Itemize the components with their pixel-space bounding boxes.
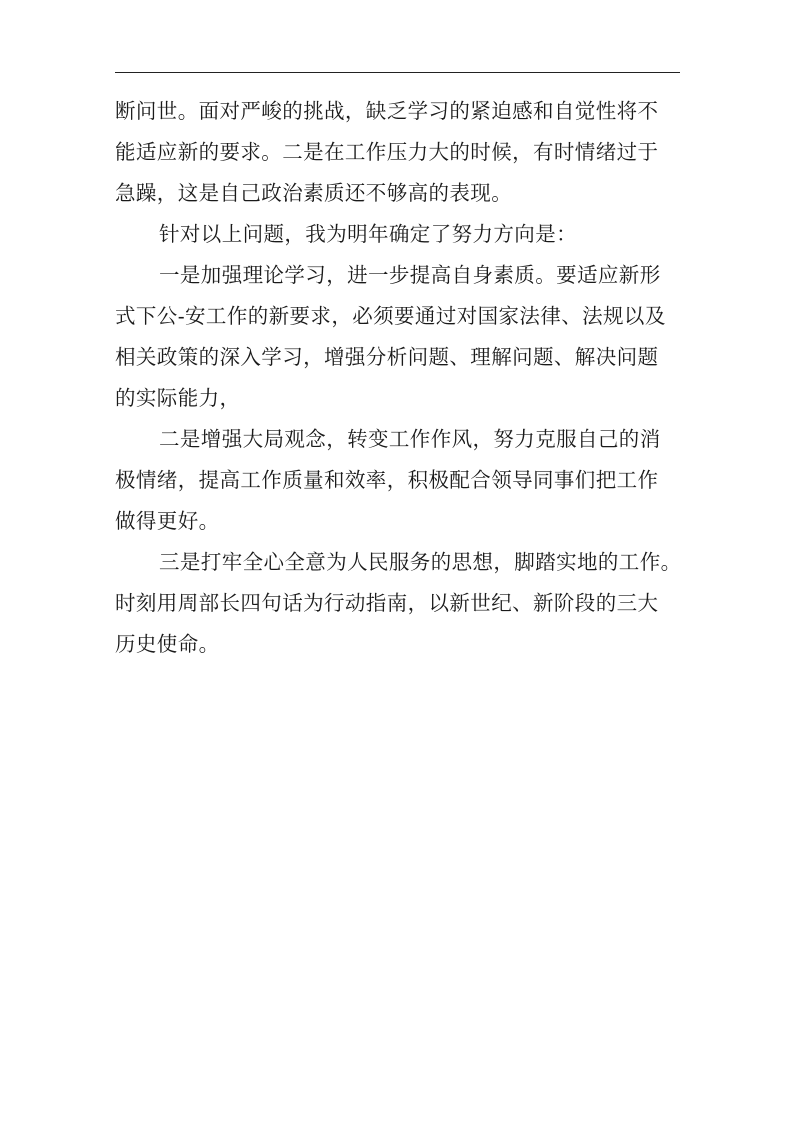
header-rule [115,72,680,73]
text-line: 做得更好。 [115,509,220,533]
text-line: 能适应新的要求。二是在工作压力大的时候，有时情绪过于 [115,140,659,164]
text-line: 历史使命。 [115,632,220,656]
text-line: 断问世。面对严峻的挑战，缺乏学习的紧迫感和自觉性将不 [115,99,659,123]
paragraph-first-line: 针对以上问题，我为明年确定了努力方向是： [159,222,577,246]
paragraph-first-line: 一是加强理论学习，进一步提高自身素质。要适应新形 [159,263,661,287]
text-line: 时刻用周部长四句话为行动指南，以新世纪、新阶段的三大 [115,591,659,615]
text-line: 式下公-安工作的新要求，必须要通过对国家法律、法规以及 [115,304,666,328]
paragraph-first-line: 三是打牢全心全意为人民服务的思想，脚踏实地的工作。 [159,550,682,574]
text-line: 极情绪，提高工作质量和效率，积极配合领导同事们把工作 [115,468,659,492]
text-line: 的实际能力， [115,386,241,410]
paragraph-first-line: 二是增强大局观念，转变工作作风，努力克服自己的消 [159,427,661,451]
text-line: 急躁，这是自己政治素质还不够高的表现。 [115,181,513,205]
document-body [115,91,680,665]
text-line: 相关政策的深入学习，增强分析问题、理解问题、解决问题 [115,345,659,369]
